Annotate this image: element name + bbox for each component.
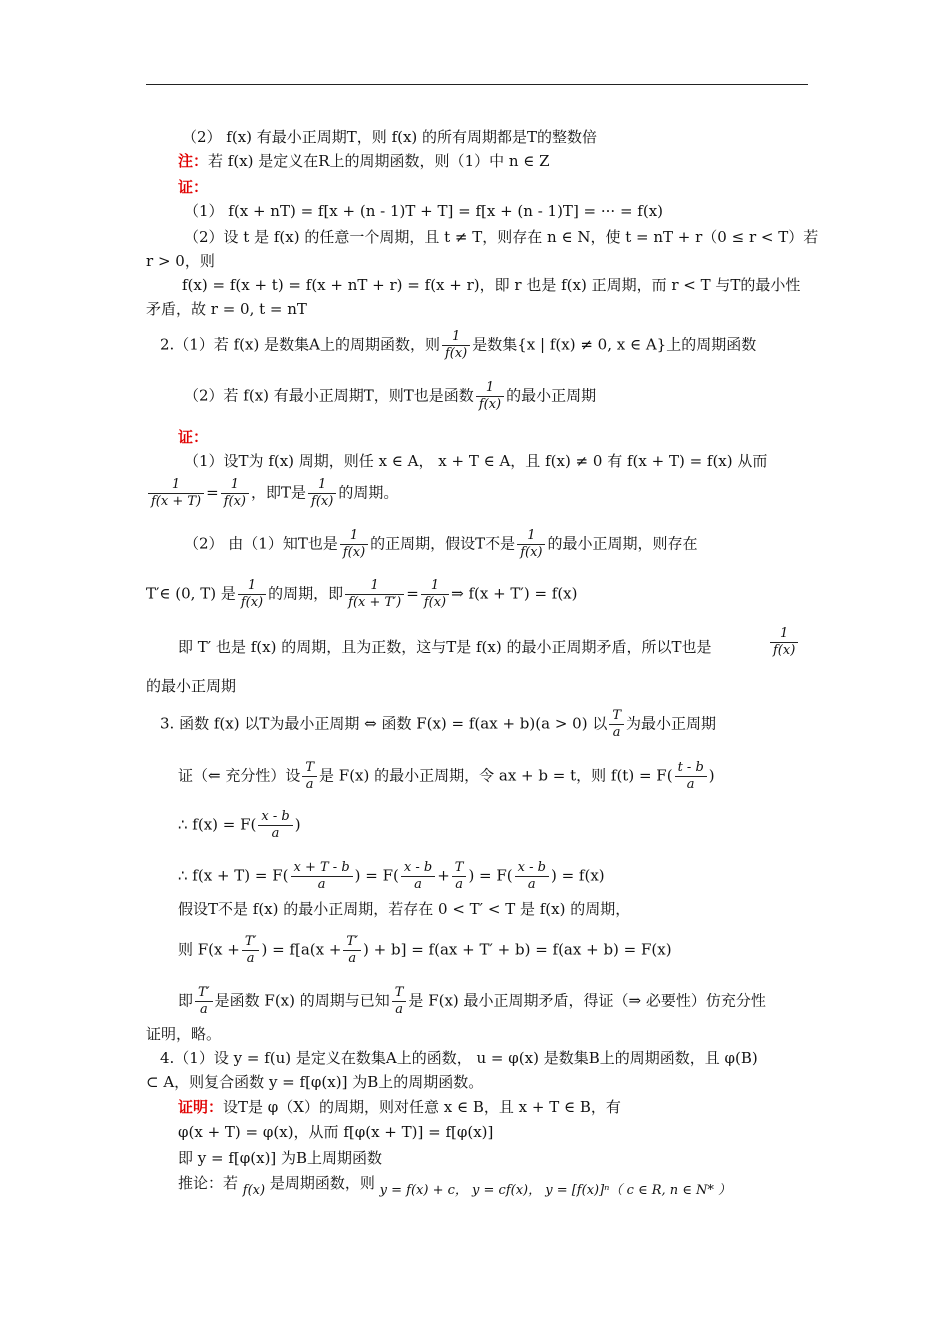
text: ) + b] = f(ax + T′ + b) = f(ax + b) = F(x) xyxy=(363,940,672,959)
denominator: f(x) xyxy=(221,493,249,510)
item2-h2-text-b: 的最小正周期 xyxy=(506,386,597,405)
denominator: f(x + T) xyxy=(148,493,204,510)
item4-proof-1-text: 设T是 φ（X）的周期，则对任意 x ∈ B，且 x + T ∈ B，有 xyxy=(223,1098,621,1116)
numerator: 1 xyxy=(485,380,495,395)
numerator: x - b xyxy=(517,860,546,875)
numerator: 1 xyxy=(171,477,181,492)
item3-line-6 xyxy=(178,985,766,1018)
text: ) xyxy=(294,815,301,834)
fraction-1-over-fx xyxy=(308,477,336,510)
fraction-1-over-fxT xyxy=(148,477,204,510)
numerator: 1 xyxy=(370,578,379,593)
item1-proof-4: f(x) = f(x + t) = f(x + nT + r) = f(x + r)，即 r 也是 f(x) 正周期，而 r < T 与T的最小性 xyxy=(182,276,801,294)
text: 是 F(x) 的最小正周期，令 ax + b = t，则 f(t) = F( xyxy=(319,766,673,785)
text: ∴ f(x + T) = F( xyxy=(178,866,289,885)
item2-proof-5: 即 T′ 也是 f(x) 的周期，且为正数，这与T是 f(x) 的最小正周期矛盾，所以T也是 xyxy=(178,638,712,656)
item1-line2: （2） f(x) 有最小正周期T，则 f(x) 的所有周期都是T的整数倍 xyxy=(182,128,598,146)
item4-proof-1 xyxy=(178,1097,621,1117)
denominator: f(x) xyxy=(421,594,449,611)
numerator: T′ xyxy=(198,985,210,1000)
text: ⇒ f(x + T′) = f(x) xyxy=(451,584,578,603)
fraction-1-over-fx xyxy=(517,528,545,561)
denominator: a xyxy=(392,1001,407,1018)
text: 是 F(x) 最小正周期矛盾，得证（⇒ 必要性）仿充分性 xyxy=(408,991,766,1010)
item4-corollary xyxy=(178,1173,732,1198)
text: ) = F( xyxy=(468,866,513,885)
item3-line-4: 假设T不是 f(x) 的最小正周期，若存在 0 < T′ < T 是 f(x) 的周期， xyxy=(178,900,631,918)
denominator: a xyxy=(291,876,353,893)
item3-line-5 xyxy=(178,934,672,967)
denominator: a xyxy=(242,950,260,967)
numerator: x - b xyxy=(403,860,433,875)
text: T′∈ (0, T) 是 xyxy=(146,584,236,603)
denominator: f(x + T′) xyxy=(345,594,404,611)
numerator: 1 xyxy=(430,578,440,593)
text: ) = f(x) xyxy=(550,866,605,885)
text: 则 F(x + xyxy=(178,940,240,959)
fraction-xb-over-a xyxy=(515,860,549,893)
item1-proof-3: r > 0，则 xyxy=(146,252,215,270)
numerator: x - b xyxy=(261,809,290,824)
math-fx: f(x) xyxy=(242,1183,266,1198)
numerator: T′ xyxy=(244,934,257,949)
item3-heading xyxy=(160,708,716,741)
note-label: 注： xyxy=(178,152,209,170)
header-rule xyxy=(146,84,808,85)
numerator: 1 xyxy=(318,477,327,492)
numerator: T xyxy=(612,708,621,723)
text: ) xyxy=(708,766,715,785)
equals: = xyxy=(206,483,219,502)
numerator: 1 xyxy=(247,578,257,593)
denominator: a xyxy=(609,724,624,741)
text: 3. 函数 f(x) 以T为最小正周期 ⇔ 函数 F(x) = f(ax + b)(a > 0) 以 xyxy=(160,714,608,733)
denominator: f(x) xyxy=(340,544,368,561)
item2-h1-text-a: 2.（1）若 f(x) 是数集A上的周期函数，则 xyxy=(160,335,440,354)
denominator: a xyxy=(302,776,317,793)
item2-h2-text-a: （2）若 f(x) 有最小正周期T，则T也是函数 xyxy=(184,386,474,405)
denominator: a xyxy=(343,950,361,967)
fraction-1-over-fx xyxy=(238,578,266,611)
fraction-T-over-a xyxy=(302,760,317,793)
item2-heading-2 xyxy=(184,380,596,413)
numerator: T xyxy=(394,985,404,1000)
text: ，即T是 xyxy=(251,483,307,502)
item1-proof-5: 矛盾，故 r = 0, t = nT xyxy=(146,300,307,318)
numerator: T′ xyxy=(346,934,359,949)
text: 是函数 F(x) 的周期与已知 xyxy=(214,991,390,1010)
denominator: f(x) xyxy=(308,493,336,510)
proof-label-4: 证明： xyxy=(178,1098,224,1116)
numerator: t - b xyxy=(677,760,704,775)
denominator: a xyxy=(515,876,549,893)
fraction-1-over-fx xyxy=(340,528,368,561)
item3-line-3 xyxy=(178,860,605,893)
text: ) = F( xyxy=(354,866,399,885)
numerator: T xyxy=(305,760,315,775)
proof-label-1: 证： xyxy=(178,178,209,196)
fraction-xTb-over-a xyxy=(291,860,353,893)
fraction-T-over-a xyxy=(609,708,624,741)
text: ∴ f(x) = F( xyxy=(178,815,257,834)
text: （2） 由（1）知T也是 xyxy=(184,534,338,553)
denominator: a xyxy=(195,1001,213,1018)
item2-proof-6: 的最小正周期 xyxy=(146,677,237,695)
numerator: x + T - b xyxy=(293,860,350,875)
text: 的最小正周期，则存在 xyxy=(547,534,698,553)
numerator: 1 xyxy=(780,626,789,641)
text: 证（⇐ 充分性）设 xyxy=(178,766,301,785)
fraction-1-over-fx xyxy=(442,329,470,362)
denominator: f(x) xyxy=(770,642,798,659)
item2-proof-2 xyxy=(146,477,398,510)
note-line xyxy=(178,151,550,171)
item2-proof-4 xyxy=(146,578,578,611)
numerator: 1 xyxy=(451,329,461,344)
text: 的正周期，假设T不是 xyxy=(370,534,516,553)
item3-line-1 xyxy=(178,760,715,793)
fraction-1-over-fxTp xyxy=(345,578,404,611)
item2-proof-5-frac xyxy=(768,626,800,659)
denominator: f(x) xyxy=(238,594,266,611)
denominator: a xyxy=(258,825,292,842)
text: 为最小正周期 xyxy=(626,714,717,733)
equals: = xyxy=(406,584,419,603)
fraction-1-over-fx xyxy=(221,477,249,510)
text: 的周期，即 xyxy=(268,584,344,603)
fraction-Tp-over-a xyxy=(343,934,361,967)
fraction-1-over-fx xyxy=(476,380,504,413)
math-corollary: y = f(x) + c， y = cf(x)， y = [f(x)]ⁿ（ c ∈ R, n ∈ N* ） xyxy=(379,1183,732,1198)
item1-proof-1: （1） f(x + nT) = f[x + (n - 1)T + T] = f[x + (n - 1)T] = ··· = f(x) xyxy=(184,202,664,220)
fraction-T-over-a xyxy=(392,985,407,1018)
text: 的周期。 xyxy=(338,483,399,502)
numerator: 1 xyxy=(527,528,536,543)
denominator: a xyxy=(452,876,467,893)
denominator: f(x) xyxy=(517,544,545,561)
item3-line-2 xyxy=(178,809,301,842)
fraction-Tp-over-a xyxy=(242,934,260,967)
numerator: 1 xyxy=(230,477,239,492)
note-text: 若 f(x) 是定义在R上的周期函数，则（1）中 n ∈ Z xyxy=(208,152,550,170)
fraction-tb-over-a xyxy=(675,760,707,793)
denominator: a xyxy=(675,776,707,793)
fraction-xb-over-a xyxy=(401,860,435,893)
item1-proof-2: （2）设 t 是 f(x) 的任意一个周期，且 t ≠ T，则存在 n ∈ N，使 t = nT + r（0 ≤ r < T）若 xyxy=(184,228,819,246)
item2-proof-3 xyxy=(184,528,698,561)
item4-heading-1: 4.（1）设 y = f(u) 是定义在数集A上的函数， u = φ(x) 是数集B上的周期函数，且 φ(B) xyxy=(160,1049,758,1067)
proof-label-2: 证： xyxy=(178,428,209,446)
text: 推论：若 xyxy=(178,1174,239,1192)
item2-proof-1: （1）设T为 f(x) 周期，则任 x ∈ A， x + T ∈ A，且 f(x) ≠ 0 有 f(x + T) = f(x) 从而 xyxy=(184,452,768,470)
denominator: f(x) xyxy=(442,345,470,362)
text: ) = f[a(x + xyxy=(261,940,342,959)
item4-proof-2: φ(x + T) = φ(x)，从而 f[φ(x + T)] = f[φ(x)] xyxy=(178,1123,494,1141)
item2-h1-text-b: 是数集{x | f(x) ≠ 0, x ∈ A}上的周期函数 xyxy=(472,335,757,354)
plus: + xyxy=(437,866,450,885)
item3-line-7: 证明，略。 xyxy=(146,1025,222,1043)
fraction-1-over-fx xyxy=(770,626,798,659)
denominator: f(x) xyxy=(476,396,504,413)
fraction-Tp-over-a xyxy=(195,985,213,1018)
fraction-xb-over-a xyxy=(258,809,292,842)
numerator: T xyxy=(454,860,464,875)
item2-heading-1 xyxy=(160,329,756,362)
fraction-1-over-fx xyxy=(421,578,449,611)
item4-heading-2: ⊂ A，则复合函数 y = f[φ(x)] 为B上的周期函数。 xyxy=(146,1073,484,1091)
item4-proof-3: 即 y = f[φ(x)] 为B上周期函数 xyxy=(178,1149,383,1167)
denominator: a xyxy=(401,876,435,893)
text: 即 xyxy=(178,991,194,1010)
fraction-T-over-a xyxy=(452,860,467,893)
text: 是周期函数，则 xyxy=(269,1174,375,1192)
numerator: 1 xyxy=(349,528,359,543)
